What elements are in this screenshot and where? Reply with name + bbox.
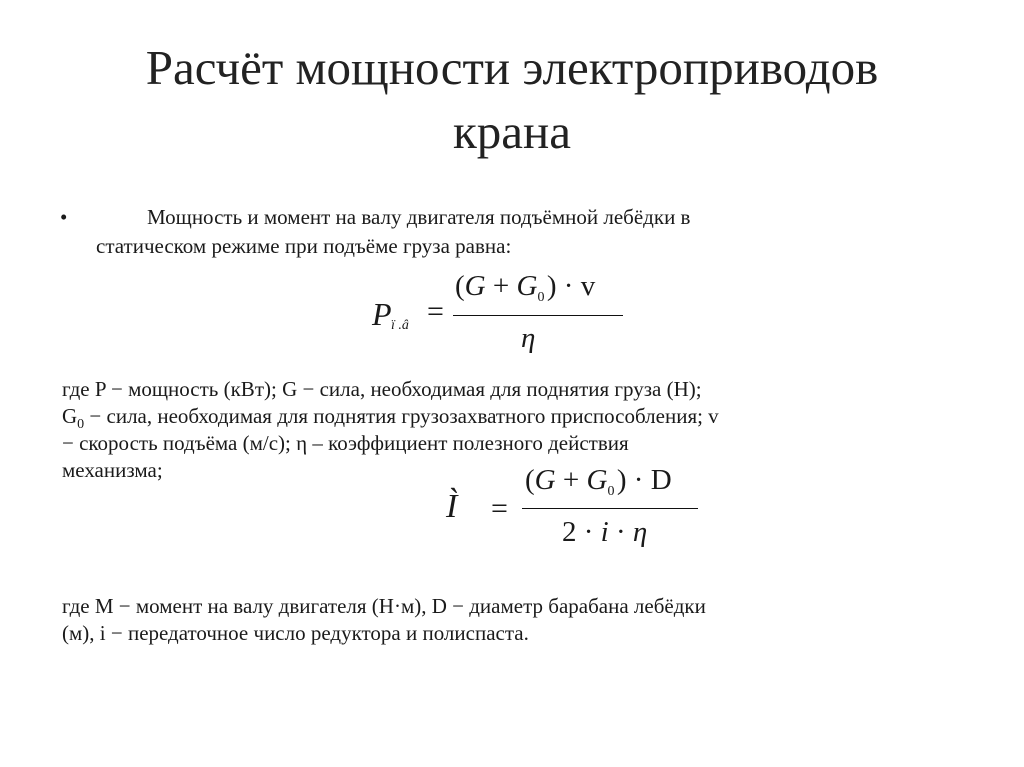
formula2-lhs: Ì	[446, 488, 458, 525]
formula1-numerator: ($G + G_0$ ) · v	[455, 270, 596, 305]
bullet-text-line1: Мощность и момент на валу двигателя подъёмной лебёдки в	[147, 205, 691, 229]
paragraph1-line4: механизма;	[62, 458, 163, 482]
slide-title-line1: Расчёт мощности электроприводов	[145, 40, 879, 95]
bullet-text-line2: статическом режиме при подъёме груза равна:	[96, 234, 512, 258]
paragraph1-line3: − скорость подъёма (м/с); η – коэффициент полезного действия	[62, 431, 629, 455]
paragraph1-line2: $G_0$ − сила, необходимая для поднятия грузозахватного приспособления; v	[62, 404, 719, 432]
formula2-denominator: 2 · i · η	[562, 516, 648, 548]
formula1-lhs-sub: ï .â	[391, 318, 409, 333]
formula1-lhs: P	[372, 296, 392, 332]
formula2-fraction-bar	[522, 508, 698, 509]
formula1-fraction-bar	[453, 315, 623, 316]
bullet-marker: •	[60, 205, 68, 229]
slide-title-line2: крана	[452, 104, 572, 159]
paragraph2-line2: (м), i − передаточное число редуктора и полиспаста.	[62, 621, 529, 645]
formula1-equals: =	[427, 295, 444, 328]
paragraph1-line1: где P − мощность (кВт); G − сила, необходимая для поднятия груза (Н);	[62, 377, 702, 401]
formula1-denominator: η	[521, 322, 536, 354]
formula2-numerator: ($G + G_0$ ) · D	[525, 464, 672, 499]
formula2-equals: =	[491, 492, 508, 525]
paragraph2-line1: где M − момент на валу двигателя (Н·м), D − диаметр барабана лебёдки	[62, 594, 706, 618]
